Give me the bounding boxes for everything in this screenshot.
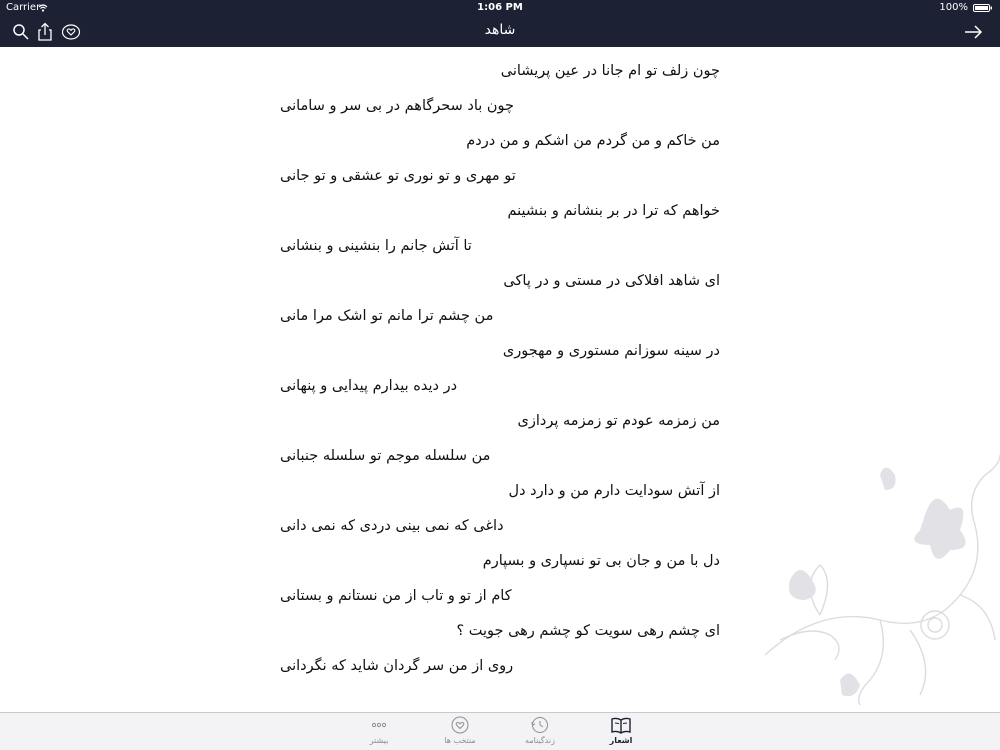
verse-line: در سینه سوزانم مستوری و مهجوری [502, 343, 720, 359]
verse-line: من زمزمه عودم تو زمزمه پردازی [517, 413, 720, 429]
back-arrow-icon[interactable] [963, 22, 983, 42]
tab-favorites[interactable] [430, 716, 490, 748]
verse-line: از آتش سودایت دارم من و دارد دل [508, 483, 720, 499]
verse-line: تو مهری و تو نوری تو عشقی و تو جانی [280, 168, 516, 184]
verse-line: کام از تو و تاب از من نستانم و بستانی [280, 588, 512, 604]
navigation-bar [0, 16, 1000, 47]
tab-label: بیشتر [369, 736, 389, 745]
carrier-label: Carrier [6, 2, 41, 13]
poems-book-icon [610, 716, 632, 734]
verse-line: من خاکم و من گردم من اشکم و من دردم [466, 133, 720, 149]
floral-ornament [760, 455, 1000, 710]
top-bar [0, 0, 1000, 47]
verse-line: روی از من سر گردان شاید که نگردانی [280, 658, 514, 674]
verse-line: ای شاهد افلاکی در مستی و در پاکی [503, 273, 720, 289]
verse-line: در دیده بیدارم پیدایی و پنهانی [280, 378, 458, 394]
verse-line: ای چشم رهی سویت کو چشم رهی جویت ؟ [456, 623, 720, 639]
tab-poems[interactable] [591, 716, 651, 748]
verse-line: چون باد سحرگاهم در بی سر و سامانی [280, 98, 515, 114]
verse-line: خواهم که ترا در بر بنشانم و بنشینم [507, 203, 720, 219]
verse-line: چون زلف تو ام جانا در عین پریشانی [500, 63, 720, 79]
battery-icon [973, 4, 993, 12]
verse-line: دل با من و جان بی تو نسپاری و بسپارم [482, 553, 720, 569]
favorites-icon [449, 716, 471, 734]
poem-text [280, 58, 720, 688]
verse-line: تا آتش جانم را بنشینی و بنشانی [280, 238, 472, 254]
status-bar [0, 0, 1000, 16]
tab-label: زندگینامه [525, 736, 555, 745]
more-icon [368, 716, 390, 734]
status-time: 1:06 PM [477, 2, 523, 13]
tab-biography[interactable] [510, 716, 570, 748]
battery-percent: 100% [939, 2, 968, 13]
verse-line: داغی که نمی بینی دردی که نمی دانی [280, 518, 504, 534]
tab-label: اشعار [609, 736, 633, 745]
biography-icon [529, 716, 551, 734]
page-title: شاهد [484, 22, 516, 38]
tab-label: منتخب ها [444, 736, 476, 745]
tab-more[interactable] [349, 716, 409, 748]
tab-bar [0, 712, 1000, 750]
verse-line: من چشم ترا مانم تو اشک مرا مانی [280, 308, 494, 324]
verse-line: من سلسله موجم تو سلسله جنبانی [280, 448, 491, 464]
